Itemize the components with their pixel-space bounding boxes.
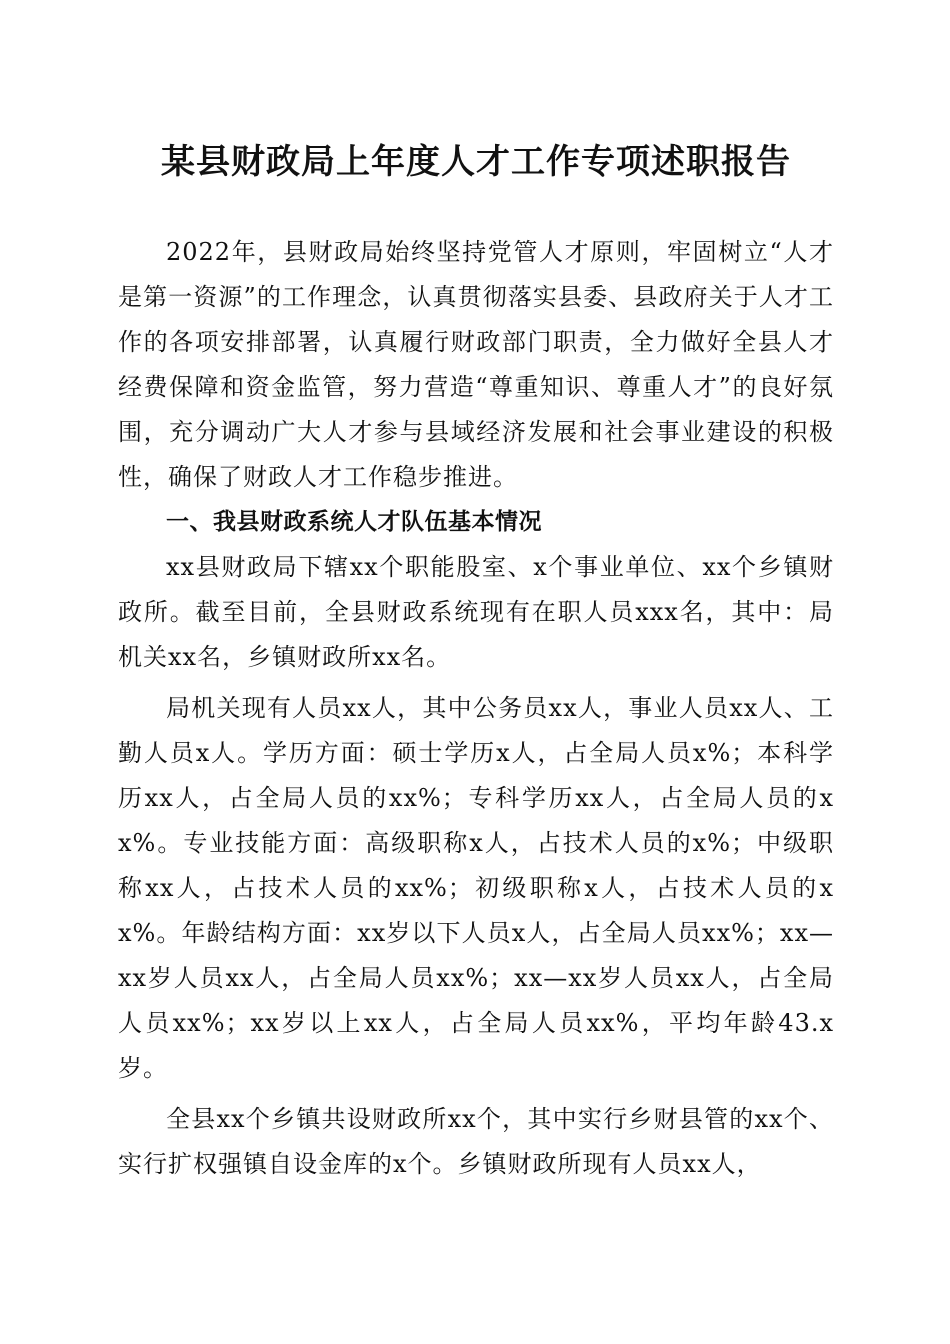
section-heading: 一、我县财政系统人才队伍基本情况 — [166, 509, 542, 535]
body-paragraph: 局机关现有人员xx人，其中公务员xx人，事业人员xx人、工勤人员x人。学历方面：硕士学历x人，占全局人员x%；本科学历xx人，占全局人员的xx%；专科学历xx人，占全局人员的xx%。专业技能方面：高级职称x人，占技术人员的x%；中级职称xx人，占技术人员的xx%；初级职称x人，占技术人员的xx%。年龄结构方面：xx岁以下人员x人，占全局人员xx%；xx—xx岁人员xx人，占全局人员xx%；xx—xx岁人员xx人，占全局人员xx%；xx岁以上xx人，占全局人员xx%，平均年龄43.x岁。 — [118, 694, 834, 1082]
body-paragraph: 全县xx个乡镇共设财政所xx个，其中实行乡财县管的xx个、实行扩权强镇自设金库的x个。乡镇财政所现有人员xx人， — [118, 1105, 834, 1178]
body-paragraph: xx县财政局下辖xx个职能股室、x个事业单位、xx个乡镇财政所。截至目前，全县财政系统现有在职人员xxx名，其中：局机关xx名，乡镇财政所xx名。 — [118, 553, 834, 671]
document-title: 某县财政局上年度人才工作专项述职报告 — [161, 142, 791, 182]
document-body — [118, 230, 834, 1187]
intro-paragraph: 2022年，县财政局始终坚持党管人才原则，牢固树立“人才是第一资源”的工作理念，认真贯彻落实县委、县政府关于人才工作的各项安排部署，认真履行财政部门职责，全力做好全县人才经费保障和资金监管，努力营造“尊重知识、尊重人才”的良好氛围，充分调动广大人才参与县域经济发展和社会事业建设的积极性，确保了财政人才工作稳步推进。 — [118, 238, 834, 491]
